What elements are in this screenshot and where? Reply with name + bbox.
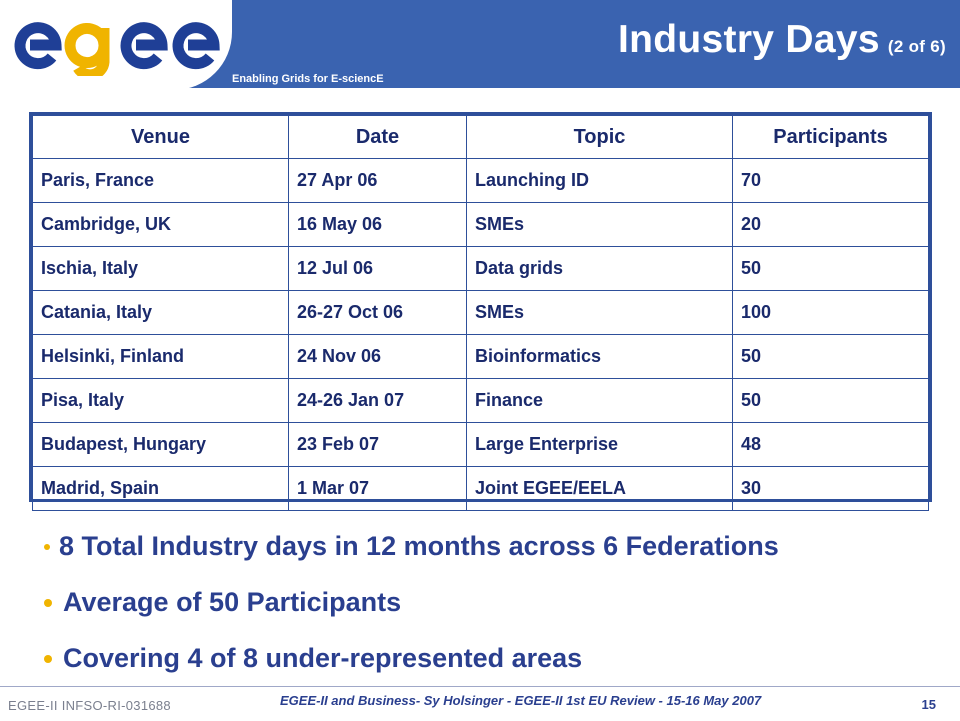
table-header-row (33, 116, 929, 159)
cell-participants: 50 (733, 247, 929, 291)
bullet-text: Average of 50 Participants (63, 587, 402, 617)
cell-topic: Large Enterprise (467, 423, 733, 467)
header-band (0, 0, 960, 88)
title-subtitle: (2 of 6) (887, 37, 946, 56)
cell-topic: SMEs (467, 291, 733, 335)
bullet-text: Covering 4 of 8 under-represented areas (63, 643, 583, 673)
cell-venue: Cambridge, UK (33, 203, 289, 247)
footer-presentation-info: EGEE-II and Business- Sy Holsinger - EGEE-II 1st EU Review - 15-16 May 2007 (280, 693, 762, 708)
cell-date: 24 Nov 06 (289, 335, 467, 379)
table-row (33, 291, 929, 335)
cell-topic: Bioinformatics (467, 335, 733, 379)
column-header-venue: Venue (33, 116, 289, 159)
column-header-topic: Topic (467, 116, 733, 159)
table-row (33, 423, 929, 467)
cell-participants: 50 (733, 379, 929, 423)
bullet-text: 8 Total Industry days in 12 months across 6 Federations (59, 531, 779, 561)
cell-topic: Joint EGEE/EELA (467, 467, 733, 511)
cell-venue: Paris, France (33, 159, 289, 203)
cell-participants: 20 (733, 203, 929, 247)
bullet-item (44, 518, 779, 574)
page-number: 15 (921, 697, 936, 712)
cell-participants: 48 (733, 423, 929, 467)
table-row (33, 247, 929, 291)
cell-topic: Finance (467, 379, 733, 423)
egee-logo (12, 14, 224, 76)
column-header-participants: Participants (733, 116, 929, 159)
cell-date: 27 Apr 06 (289, 159, 467, 203)
cell-venue: Ischia, Italy (33, 247, 289, 291)
summary-bullets (44, 518, 779, 686)
footer-project-id: EGEE-II INFSO-RI-031688 (8, 698, 171, 713)
cell-date: 24-26 Jan 07 (289, 379, 467, 423)
cell-topic: Data grids (467, 247, 733, 291)
cell-date: 1 Mar 07 (289, 467, 467, 511)
bullet-dot-icon (44, 599, 52, 607)
cell-participants: 50 (733, 335, 929, 379)
logo-panel (0, 0, 232, 90)
cell-venue: Budapest, Hungary (33, 423, 289, 467)
cell-date: 16 May 06 (289, 203, 467, 247)
cell-participants: 100 (733, 291, 929, 335)
slide-title (618, 18, 946, 62)
cell-date: 23 Feb 07 (289, 423, 467, 467)
table-row (33, 379, 929, 423)
cell-participants: 70 (733, 159, 929, 203)
bullet-dot-icon (44, 655, 52, 663)
table-row (33, 203, 929, 247)
footer (0, 686, 960, 721)
cell-date: 26-27 Oct 06 (289, 291, 467, 335)
table-row (33, 159, 929, 203)
industry-days-table (29, 112, 932, 502)
cell-topic: Launching ID (467, 159, 733, 203)
bullet-item (44, 574, 779, 630)
table-row (33, 467, 929, 511)
cell-topic: SMEs (467, 203, 733, 247)
cell-date: 12 Jul 06 (289, 247, 467, 291)
cell-venue: Pisa, Italy (33, 379, 289, 423)
cell-venue: Catania, Italy (33, 291, 289, 335)
table-row (33, 335, 929, 379)
bullet-item (44, 630, 779, 686)
column-header-date: Date (289, 116, 467, 159)
cell-participants: 30 (733, 467, 929, 511)
title-main: Industry Days (618, 18, 880, 61)
cell-venue: Helsinki, Finland (33, 335, 289, 379)
bullet-dot-icon (44, 544, 50, 550)
tagline: Enabling Grids for E-sciencE (232, 73, 384, 85)
cell-venue: Madrid, Spain (33, 467, 289, 511)
